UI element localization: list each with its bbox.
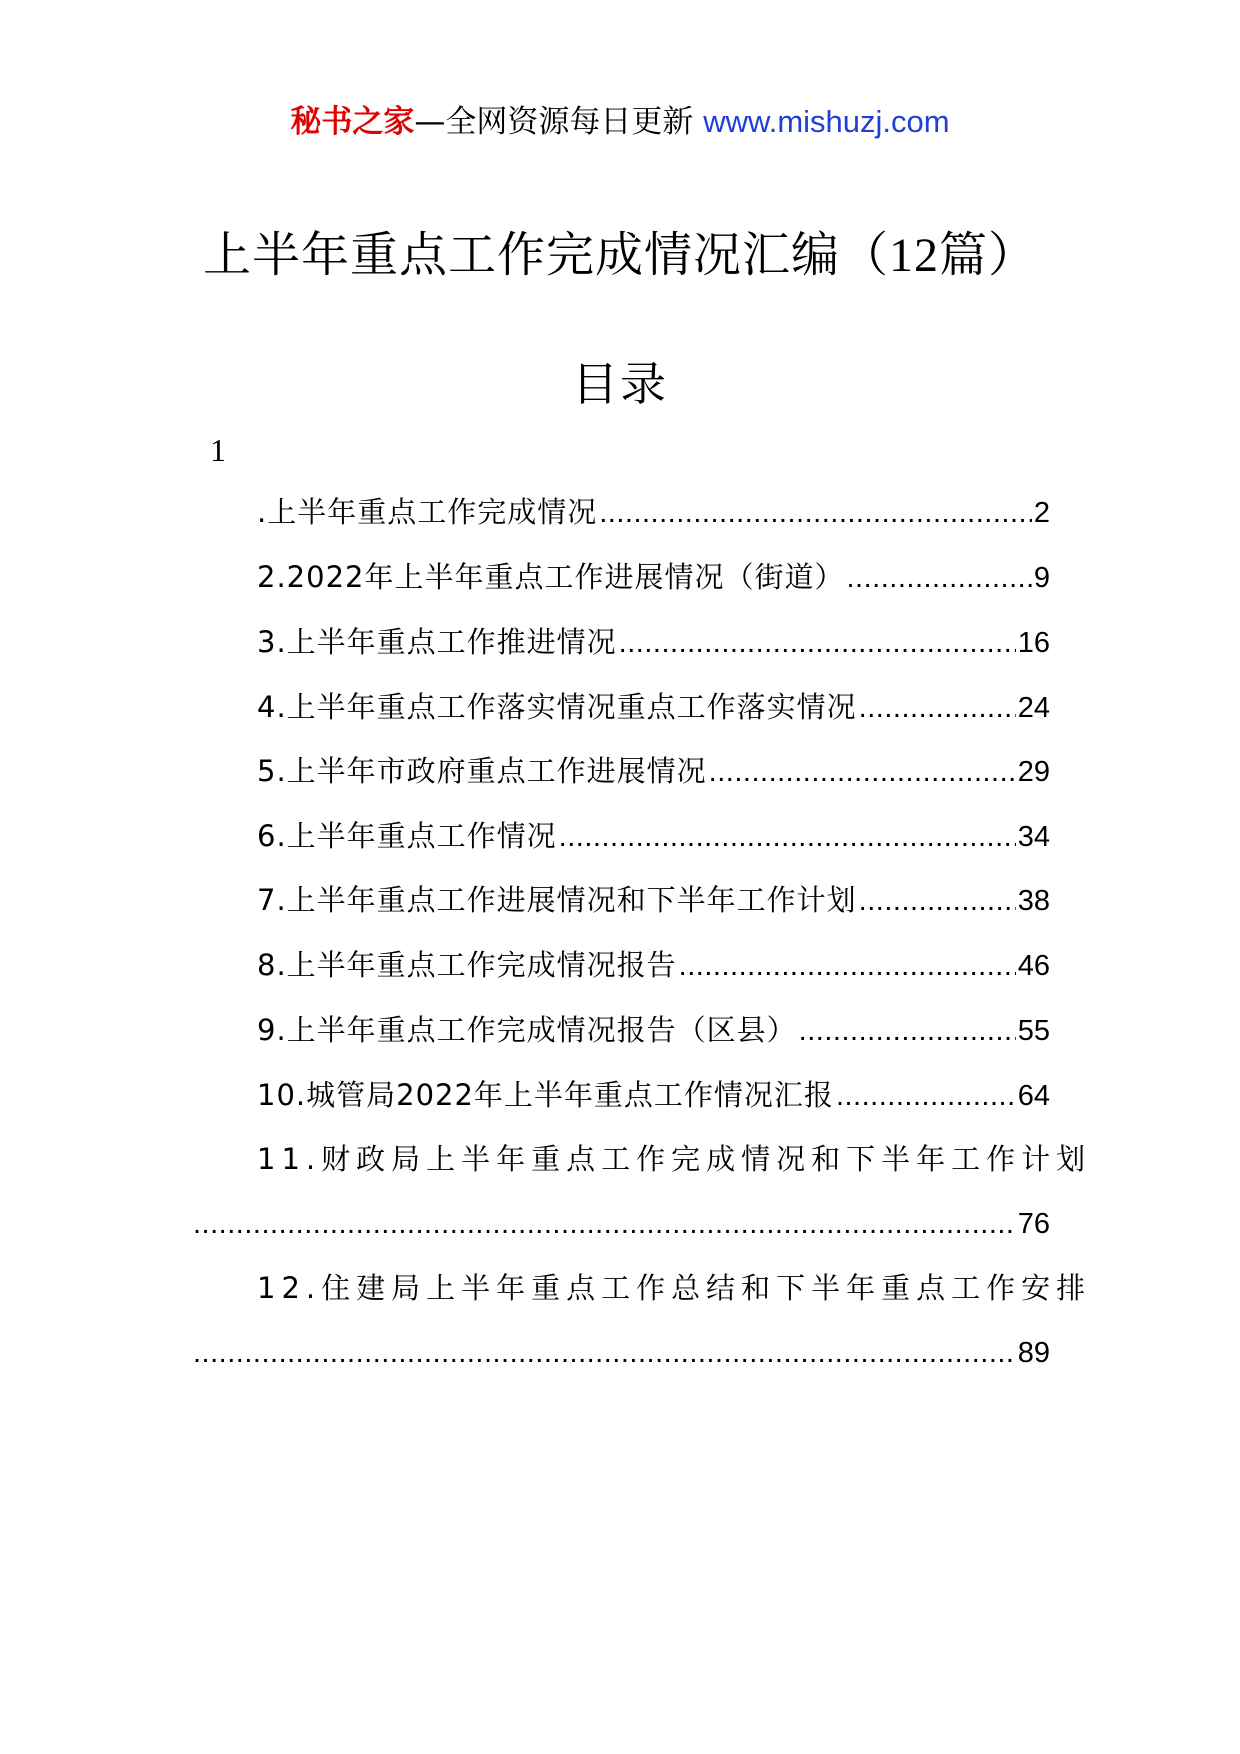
toc-entry-page: 29: [1017, 756, 1050, 788]
toc-entry-title: 12.住建局上半年重点工作总结和下半年重点工作安排: [257, 1271, 1092, 1305]
toc-entry-page: 89: [1017, 1337, 1050, 1369]
banner-url-link[interactable]: www.mishuzj.com: [703, 104, 950, 139]
site-banner: [0, 100, 1240, 144]
banner-brand: 秘书之家: [290, 104, 415, 140]
toc-dot-leader: [599, 490, 1032, 536]
toc-entry-continuation[interactable]: [193, 1330, 1050, 1376]
toc-dot-leader: [193, 1330, 1016, 1376]
toc-entry[interactable]: [257, 877, 1050, 923]
toc-heading: 目录: [572, 357, 668, 411]
toc-entry[interactable]: [257, 489, 1050, 535]
toc-entry[interactable]: [257, 813, 1050, 859]
document-title-prefix: 上半年重点工作完成情况汇编（: [202, 227, 889, 283]
toc-entry-title: 10.城管局2022年上半年重点工作情况汇报: [257, 1078, 834, 1112]
toc-entry-title: 3.上半年重点工作推进情况: [257, 625, 617, 659]
toc-entry-page: 64: [1017, 1080, 1050, 1112]
toc-entry[interactable]: [257, 684, 1050, 730]
toc-entry[interactable]: [257, 1007, 1050, 1053]
toc-entry-title: 9.上半年重点工作完成情况报告（区县）: [257, 1013, 797, 1047]
toc-dot-leader: [709, 749, 1016, 795]
toc-entry-page: 34: [1017, 821, 1050, 853]
toc-dot-leader: [859, 878, 1016, 924]
toc-entry-page: 9: [1033, 562, 1050, 594]
toc-entry-title: 7.上半年重点工作进展情况和下半年工作计划: [257, 883, 857, 917]
toc-dot-leader: [193, 1201, 1016, 1247]
toc-entry-title: 11.财政局上半年重点工作完成情况和下半年工作计划: [257, 1142, 1092, 1176]
toc-entry[interactable]: [257, 1265, 1092, 1311]
toc-entry[interactable]: [257, 619, 1050, 665]
toc-entry-page: 38: [1017, 885, 1050, 917]
toc-dot-leader: [619, 620, 1016, 666]
document-title: [0, 222, 1240, 289]
toc-entry[interactable]: [257, 748, 1050, 794]
toc-dot-leader: [679, 943, 1016, 989]
toc-dot-leader: [859, 685, 1016, 731]
toc-entry-page: 46: [1017, 950, 1050, 982]
toc-entry[interactable]: [257, 942, 1050, 988]
toc-entry-continuation[interactable]: [193, 1201, 1050, 1247]
toc-entry-page: 24: [1017, 692, 1050, 724]
toc-entry-title: 6.上半年重点工作情况: [257, 819, 557, 853]
toc-entry-page: 76: [1017, 1208, 1050, 1240]
toc-entry-title: 5.上半年市政府重点工作进展情况: [257, 754, 707, 788]
toc-dot-leader: [846, 555, 1031, 601]
toc-entry[interactable]: [257, 1072, 1050, 1118]
toc-entry-page: 55: [1017, 1015, 1050, 1047]
toc-entry-title: 2.2022年上半年重点工作进展情况（街道）: [257, 560, 845, 594]
toc-entry-page: 16: [1017, 627, 1050, 659]
banner-slogan: —全网资源每日更新: [414, 104, 694, 140]
toc-entry-title: .上半年重点工作完成情况: [257, 495, 598, 529]
toc-dot-leader: [799, 1008, 1016, 1054]
toc-dot-leader: [836, 1073, 1016, 1119]
document-title-suffix: 篇）: [939, 227, 1038, 283]
toc-entry-title: 4.上半年重点工作落实情况重点工作落实情况: [257, 690, 857, 724]
toc-dot-leader: [559, 814, 1016, 860]
document-title-count: 12: [889, 229, 939, 282]
toc-entry[interactable]: [257, 554, 1050, 600]
toc-entry[interactable]: [257, 1136, 1092, 1182]
toc-stray-number: 1: [210, 432, 226, 468]
toc-entry-page: 2: [1033, 497, 1050, 529]
toc-entry-title: 8.上半年重点工作完成情况报告: [257, 948, 677, 982]
